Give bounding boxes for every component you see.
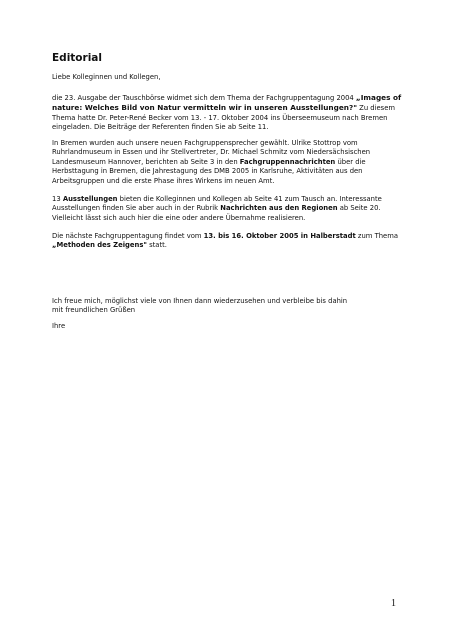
paragraph-exhibitions-line-2-text: Ausstellungen finden Sie aber auch in der Rubrik <box>52 204 221 213</box>
paragraph-speakers-line-4: Herbsttagung in Bremen, die Jahrestagung des DMB 2005 in Karlsruhe, Aktivitäten aus den <box>52 167 363 176</box>
paragraph-intro <box>52 93 412 133</box>
closing-text <box>52 297 412 316</box>
paragraph-exhibitions-line-2 <box>52 204 412 213</box>
paragraph-exhibitions-line-3: Vielleicht lässt sich auch hier die eine oder andere Übernahme realisieren. <box>52 213 306 222</box>
paragraph-next-meeting-line-2 <box>52 241 412 250</box>
paragraph-intro-line-2-text: Zu diesem <box>357 104 396 113</box>
paragraph-next-meeting-line-1-text: Die nächste Fachgruppentagung findet vom <box>52 232 204 240</box>
paragraph-speakers <box>52 139 412 186</box>
paragraph-exhibitions-line-1 <box>52 195 412 204</box>
paragraph-intro-line-3: Thema hatte Dr. Peter-René Becker vom 13. - 17. Oktober 2004 ins Überseemuseum nach Bremen <box>52 113 388 122</box>
paragraph-next-meeting-line-1 <box>52 232 412 241</box>
page-title: Editorial <box>52 52 102 64</box>
paragraph-intro-line-2 <box>52 103 412 113</box>
paragraph-speakers-line-5: Arbeitsgruppen und die erste Phase ihres Wirkens im neuen Amt. <box>52 176 275 185</box>
paragraph-intro-line-1-text: die 23. Ausgabe der Tauschbörse widmet sich dem Thema der Fachgruppentagung 2004 <box>52 94 356 102</box>
paragraph-speakers-line-3-text: Landesmuseum Hannover, berichten ab Seite 3 in den <box>52 157 240 166</box>
paragraph-speakers-line-1: In Bremen wurden auch unsere neuen Fachgruppensprecher gewählt. Ulrike Stottrop vom <box>52 139 358 147</box>
paragraph-speakers-section-name: Fachgruppennachrichten <box>239 157 336 166</box>
signoff: Ihre <box>52 322 66 330</box>
paragraph-speakers-line-3-end: über die <box>335 157 366 166</box>
paragraph-speakers-line-2: Ruhrlandmuseum in Essen und ihr Stellvertreter, Dr. Michael Schmitz vom Niedersächsischen <box>52 148 371 157</box>
paragraph-intro-topic-start: „Images of <box>355 93 402 102</box>
paragraph-exhibitions-keyword: Ausstellungen <box>62 195 118 203</box>
closing-line-2: mit freundlichen Grüßen <box>52 306 136 315</box>
paragraph-exhibitions-section-name: Nachrichten aus den Regionen <box>220 204 338 213</box>
paragraph-intro-line-4: eingeladen. Die Beiträge der Referenten finden Sie ab Seite 11. <box>52 123 269 132</box>
closing-line-1: Ich freue mich, möglichst viele von Ihnen dann wiederzusehen und verbleibe bis dahin <box>52 297 348 305</box>
paragraph-next-meeting-date-place: 13. bis 16. Oktober 2005 in Halberstadt <box>203 232 356 240</box>
paragraph-exhibitions-count: 13 <box>52 195 63 203</box>
page-number: 1 <box>391 598 396 609</box>
paragraph-intro-topic-end: nature: Welches Bild von Natur vermitteln wir in unseren Ausstellungen?" <box>52 103 357 113</box>
paragraph-speakers-line-3 <box>52 158 412 167</box>
paragraph-next-meeting-topic: „Methoden des Zeigens" <box>52 241 147 250</box>
salutation: Liebe Kolleginnen und Kollegen, <box>52 73 161 81</box>
paragraph-next-meeting <box>52 232 412 251</box>
paragraph-exhibitions-line-2-end: ab Seite 20. <box>337 204 381 213</box>
paragraph-exhibitions <box>52 195 412 223</box>
paragraph-next-meeting-line-2-end: statt. <box>146 241 167 250</box>
paragraph-exhibitions-line-1-text: bieten die Kolleginnen und Kollegen ab Seite 41 zum Tausch an. Interessante <box>117 195 382 203</box>
paragraph-next-meeting-line-1-end: zum Thema <box>355 232 398 240</box>
paragraph-intro-line-1 <box>52 93 412 103</box>
